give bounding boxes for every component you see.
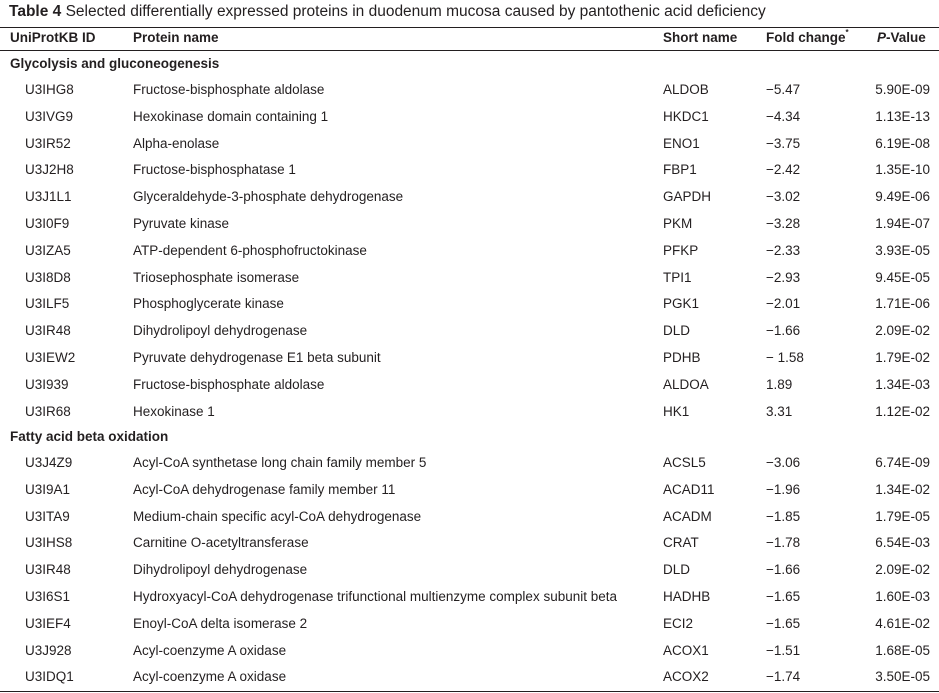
table-label: Table 4 <box>9 3 62 20</box>
cell-fold-change: −1.85 <box>766 508 801 524</box>
cell-p-value: 4.61E-02 <box>875 615 930 631</box>
cell-uniprot-id: U3IR48 <box>25 323 71 339</box>
cell-uniprot-id: U3IR48 <box>25 562 71 578</box>
cell-p-value: 1.94E-07 <box>875 216 930 231</box>
cell-fold-change: −1.66 <box>766 323 801 339</box>
cell-short-name: ACSL5 <box>663 455 706 470</box>
cell-protein-name: Enoyl-CoA delta isomerase 2 <box>133 615 308 631</box>
cell-uniprot-id: U3I939 <box>25 376 69 392</box>
header-fold-change-label: Fold change <box>766 30 846 45</box>
cell-uniprot-id: U3I6S1 <box>25 589 71 604</box>
cell-uniprot-id: U3I9A1 <box>25 481 71 497</box>
cell-p-value: 2.09E-02 <box>875 323 930 339</box>
table-caption-text: Selected differentially expressed proteins in duodenum mucosa caused by pantothenic acid deficiency <box>65 3 766 20</box>
cell-p-value: 3.50E-05 <box>875 669 930 685</box>
cell-fold-change: −1.65 <box>766 615 801 631</box>
cell-p-value: 9.45E-05 <box>875 269 930 285</box>
cell-protein-name: Phosphoglycerate kinase <box>133 296 284 312</box>
cell-uniprot-id: U3IR52 <box>25 135 71 151</box>
cell-protein-name: Fructose-bisphosphate aldolase <box>133 82 325 97</box>
cell-fold-change: −3.02 <box>766 189 801 205</box>
cell-protein-name: Acyl-coenzyme A oxidase <box>133 642 287 658</box>
header-rule <box>0 50 939 51</box>
cell-protein-name: Triosephosphate isomerase <box>133 269 300 285</box>
cell-protein-name: Acyl-CoA dehydrogenase family member 11 <box>133 481 396 497</box>
cell-protein-name: Glyceraldehyde-3-phosphate dehydrogenase <box>133 189 404 205</box>
cell-p-value: 1.79E-05 <box>875 508 930 524</box>
cell-fold-change: −1.78 <box>766 535 801 551</box>
cell-p-value: 6.74E-09 <box>875 455 930 470</box>
bottom-rule <box>0 691 939 692</box>
cell-uniprot-id: U3J2H8 <box>25 162 74 178</box>
cell-uniprot-id: U3ILF5 <box>25 296 70 312</box>
cell-short-name: PGK1 <box>663 296 700 312</box>
cell-uniprot-id: U3J4Z9 <box>25 455 73 470</box>
cell-uniprot-id: U3I8D8 <box>25 269 71 285</box>
cell-short-name: HKDC1 <box>663 108 709 124</box>
cell-short-name: TPI1 <box>663 269 692 285</box>
cell-fold-change: −1.96 <box>766 481 801 497</box>
header-p-letter: P <box>877 30 887 45</box>
cell-short-name: ALDOB <box>663 82 709 97</box>
cell-fold-change: −5.47 <box>766 82 801 97</box>
cell-uniprot-id: U3I0F9 <box>25 216 70 231</box>
cell-protein-name: Acyl-coenzyme A oxidase <box>133 669 287 685</box>
cell-fold-change: − 1.58 <box>766 350 804 365</box>
cell-uniprot-id: U3IHG8 <box>25 82 74 97</box>
cell-protein-name: Dihydrolipoyl dehydrogenase <box>133 562 308 578</box>
cell-uniprot-id: U3IVG9 <box>25 108 74 124</box>
section-title: Fatty acid beta oxidation <box>10 429 169 444</box>
cell-uniprot-id: U3J928 <box>25 642 72 658</box>
cell-short-name: GAPDH <box>663 189 712 205</box>
cell-short-name: ACOX1 <box>663 642 709 658</box>
cell-fold-change: 1.89 <box>766 376 793 392</box>
cell-fold-change: −1.65 <box>766 589 801 604</box>
header-p-suffix: -Value <box>886 30 926 45</box>
cell-short-name: ALDOA <box>663 376 709 392</box>
cell-short-name: ENO1 <box>663 135 700 151</box>
cell-fold-change: 3.31 <box>766 403 793 419</box>
cell-short-name: PKM <box>663 216 693 231</box>
cell-p-value: 5.90E-09 <box>875 82 930 97</box>
cell-short-name: ECI2 <box>663 615 694 631</box>
cell-protein-name: Pyruvate kinase <box>133 216 230 231</box>
cell-uniprot-id: U3ITA9 <box>25 508 70 524</box>
cell-p-value: 1.34E-03 <box>875 376 930 392</box>
cell-fold-change: −2.01 <box>766 296 801 312</box>
cell-protein-name: Fructose-bisphosphatase 1 <box>133 162 296 178</box>
cell-p-value: 6.19E-08 <box>875 135 930 151</box>
cell-fold-change: −3.28 <box>766 216 801 231</box>
cell-fold-change: −3.06 <box>766 455 801 470</box>
cell-fold-change: −1.66 <box>766 562 801 578</box>
cell-fold-change: −3.75 <box>766 135 801 151</box>
cell-protein-name: Carnitine O-acetyltransferase <box>133 535 309 551</box>
cell-uniprot-id: U3IDQ1 <box>25 669 74 685</box>
cell-p-value: 1.12E-02 <box>875 403 930 419</box>
cell-protein-name: Hexokinase domain containing 1 <box>133 108 329 124</box>
cell-uniprot-id: U3IR68 <box>25 403 71 419</box>
cell-short-name: CRAT <box>663 535 699 551</box>
cell-p-value: 2.09E-02 <box>875 562 930 578</box>
cell-short-name: PFKP <box>663 242 699 258</box>
cell-p-value: 1.79E-02 <box>875 350 930 365</box>
header-uniprot-id: UniProtKB ID <box>10 30 96 45</box>
cell-short-name: ACAD11 <box>663 481 715 497</box>
cell-short-name: PDHB <box>663 350 701 365</box>
cell-protein-name: Alpha-enolase <box>133 135 220 151</box>
cell-protein-name: Acyl-CoA synthetase long chain family member 5 <box>133 455 427 470</box>
header-protein-name: Protein name <box>133 30 219 45</box>
cell-p-value: 3.93E-05 <box>875 242 930 258</box>
cell-p-value: 1.71E-06 <box>875 296 930 312</box>
cell-p-value: 1.13E-13 <box>875 108 930 124</box>
cell-short-name: ACOX2 <box>663 669 709 685</box>
cell-p-value: 9.49E-06 <box>875 189 930 205</box>
header-fold-change-mark: * <box>845 28 849 37</box>
cell-protein-name: Dihydrolipoyl dehydrogenase <box>133 323 308 339</box>
cell-short-name: ACADM <box>663 508 712 524</box>
cell-fold-change: −2.42 <box>766 162 801 178</box>
header-short-name: Short name <box>663 30 738 45</box>
cell-short-name: DLD <box>663 323 691 339</box>
cell-p-value: 6.54E-03 <box>875 535 930 551</box>
cell-short-name: HK1 <box>663 403 690 419</box>
section-title: Glycolysis and gluconeogenesis <box>10 56 220 71</box>
cell-protein-name: Hexokinase 1 <box>133 403 215 419</box>
cell-fold-change: −2.33 <box>766 242 801 258</box>
cell-uniprot-id: U3IEF4 <box>25 615 71 631</box>
cell-uniprot-id: U3IHS8 <box>25 535 73 551</box>
cell-fold-change: −1.51 <box>766 642 801 658</box>
cell-uniprot-id: U3IZA5 <box>25 242 71 258</box>
cell-p-value: 1.68E-05 <box>875 642 930 658</box>
cell-protein-name: Hydroxyacyl-CoA dehydrogenase trifunctional multienzyme complex subunit beta <box>133 589 617 604</box>
cell-fold-change: −1.74 <box>766 669 801 685</box>
cell-short-name: DLD <box>663 562 691 578</box>
header-p-value <box>877 30 926 45</box>
table-caption <box>9 3 766 21</box>
cell-protein-name: ATP-dependent 6-phosphofructokinase <box>133 242 367 258</box>
cell-fold-change: −4.34 <box>766 108 801 124</box>
cell-uniprot-id: U3J1L1 <box>25 189 72 205</box>
cell-protein-name: Medium-chain specific acyl-CoA dehydrogenase <box>133 508 422 524</box>
cell-p-value: 1.34E-02 <box>875 481 930 497</box>
header-fold-change <box>766 30 849 45</box>
cell-p-value: 1.35E-10 <box>875 162 930 178</box>
cell-fold-change: −2.93 <box>766 269 801 285</box>
cell-short-name: FBP1 <box>663 162 697 178</box>
cell-short-name: HADHB <box>663 589 711 604</box>
cell-protein-name: Fructose-bisphosphate aldolase <box>133 376 325 392</box>
cell-uniprot-id: U3IEW2 <box>25 350 76 365</box>
top-rule <box>0 27 939 28</box>
cell-protein-name: Pyruvate dehydrogenase E1 beta subunit <box>133 350 381 365</box>
cell-p-value: 1.60E-03 <box>875 589 930 604</box>
